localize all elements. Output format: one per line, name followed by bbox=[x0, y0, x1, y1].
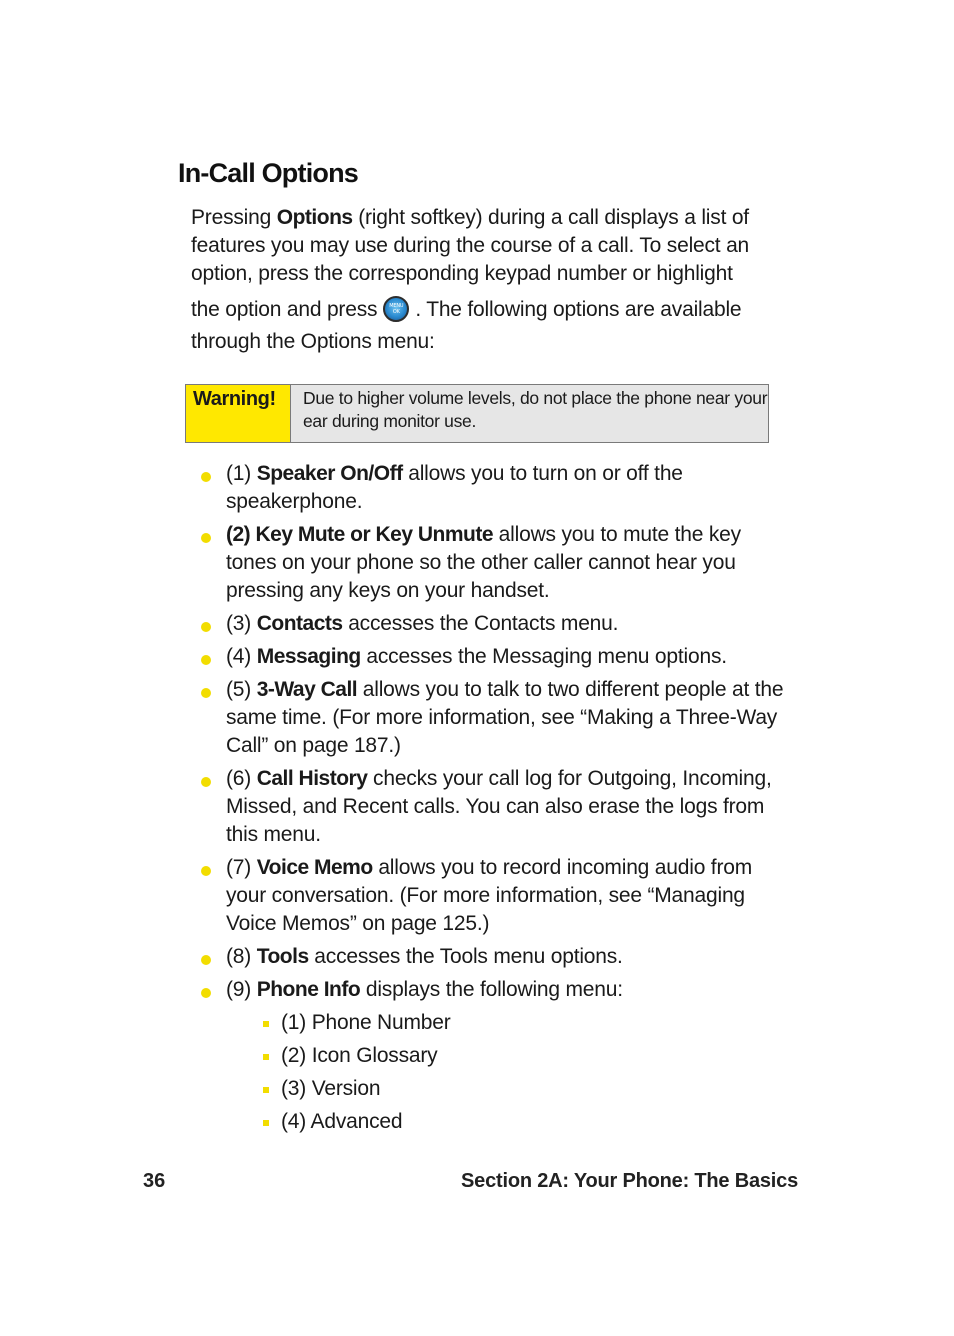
list-item bbox=[226, 521, 796, 605]
item-number: (5) bbox=[226, 678, 257, 701]
intro-line-2 bbox=[191, 294, 791, 358]
intro-line-1 bbox=[191, 204, 791, 288]
item-keyword: Voice Memo bbox=[256, 856, 373, 879]
intro-text: the option and press bbox=[191, 298, 378, 321]
list-item bbox=[226, 854, 796, 938]
item-keyword: Contacts bbox=[256, 612, 343, 635]
intro-text: Pressing bbox=[191, 206, 277, 229]
warning-box bbox=[185, 384, 769, 443]
submenu-item: (4) Advanced bbox=[281, 1108, 451, 1136]
page-title: In-Call Options bbox=[178, 158, 358, 188]
warning-message: Due to higher volume levels, do not place the phone near your ear during monitor use. bbox=[291, 385, 768, 442]
item-keyword: Tools bbox=[256, 945, 309, 968]
item-keyword: Speaker On/Off bbox=[256, 462, 403, 485]
warning-label: Warning! bbox=[186, 385, 291, 442]
item-description: accesses the Tools menu options. bbox=[308, 945, 623, 968]
list-item bbox=[226, 643, 796, 671]
list-item bbox=[226, 460, 796, 516]
intro-text: (right softkey) during a call displays a list of features you may use during the course of a call. To select an option, press the corresponding keypad number or highlight bbox=[191, 206, 750, 285]
item-keyword: Phone Info bbox=[256, 978, 361, 1001]
item-description: allows you to talk to two different people at the same time. (For more information, see “Making a Three-Way Call” on page 187.) bbox=[226, 678, 784, 757]
item-keyword: (2) Key Mute or Key Unmute bbox=[226, 523, 494, 546]
list-item bbox=[226, 976, 796, 1004]
list-item bbox=[226, 765, 796, 849]
options-list bbox=[226, 460, 796, 1009]
intro-text: . The following options are available through the Options menu: bbox=[191, 298, 742, 353]
item-number: (4) bbox=[226, 645, 257, 668]
item-number: (9) bbox=[226, 978, 257, 1001]
item-number: (6) bbox=[226, 767, 257, 790]
submenu-item: (1) Phone Number bbox=[281, 1009, 451, 1037]
list-item bbox=[226, 943, 796, 971]
page-number: 36 bbox=[143, 1170, 166, 1192]
item-description: accesses the Contacts menu. bbox=[342, 612, 619, 635]
menu-ok-key-icon bbox=[383, 296, 409, 322]
list-item bbox=[226, 610, 796, 638]
phone-info-submenu bbox=[281, 1009, 451, 1141]
item-keyword: 3-Way Call bbox=[256, 678, 358, 701]
item-description: accesses the Messaging menu options. bbox=[360, 645, 727, 668]
list-item bbox=[226, 676, 796, 760]
item-description: allows you to turn on or off the speakerphone. bbox=[226, 462, 683, 513]
item-keyword: Call History bbox=[256, 767, 368, 790]
submenu-item: (2) Icon Glossary bbox=[281, 1042, 451, 1070]
section-title: Section 2A: Your Phone: The Basics bbox=[461, 1170, 798, 1192]
submenu-item: (3) Version bbox=[281, 1075, 451, 1103]
item-description: displays the following menu: bbox=[360, 978, 623, 1001]
item-number: (1) bbox=[226, 462, 257, 485]
item-description: allows you to record incoming audio from your conversation. (For more information, see “Managing Voice Memos” on page 125.) bbox=[226, 856, 753, 935]
item-number: (8) bbox=[226, 945, 257, 968]
item-number: (3) bbox=[226, 612, 257, 635]
intro-paragraph bbox=[191, 204, 791, 358]
item-keyword: Messaging bbox=[256, 645, 361, 668]
item-description: checks your call log for Outgoing, Incoming, Missed, and Recent calls. You can also erase the logs from this menu. bbox=[226, 767, 772, 846]
item-number: (7) bbox=[226, 856, 257, 879]
options-keyword: Options bbox=[276, 206, 353, 229]
item-description: allows you to mute the key tones on your phone so the other caller cannot hear you pressing any keys on your handset. bbox=[226, 523, 741, 602]
menu-ok-key-label: MENU OK bbox=[389, 303, 404, 315]
